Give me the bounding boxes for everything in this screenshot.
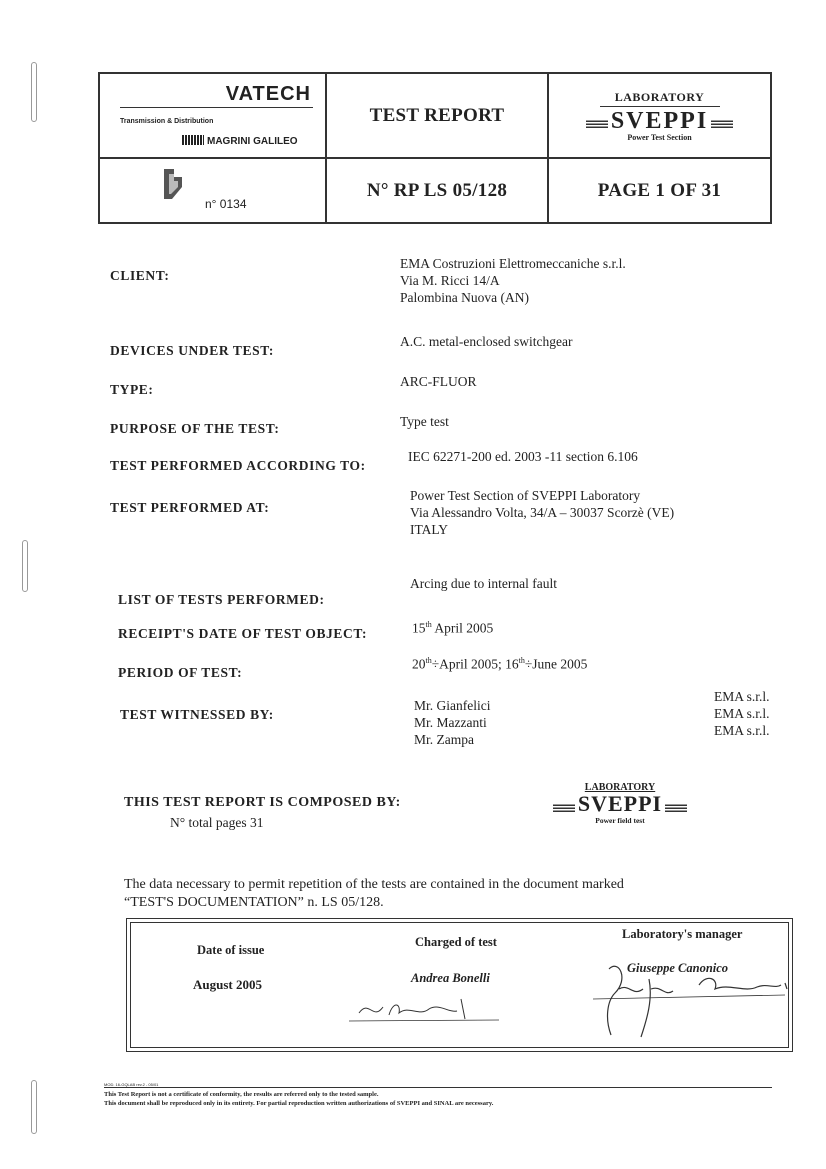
vatech-logo-cell — [100, 74, 325, 157]
stamp-laboratory: LABORATORY — [584, 782, 656, 793]
binder-mark-bottom — [31, 1080, 37, 1134]
type-value: ARC-FLUOR — [400, 374, 477, 389]
footer-rule — [104, 1087, 772, 1088]
receipt-label: RECEIPT'S DATE OF TEST OBJECT: — [118, 626, 368, 641]
sveppi-logo-cell — [549, 74, 770, 157]
sveppi-lines-left-icon — [586, 119, 608, 128]
sinal-logo-icon — [160, 167, 186, 201]
client-label: CLIENT: — [110, 268, 170, 283]
devices-value: A.C. metal-enclosed switchgear — [400, 334, 573, 349]
period-label: PERIOD OF TEST: — [118, 665, 243, 680]
footer-disclaimer-2: This document shall be reproduced only in its entirety. For partial reproduction written authorizations of SVEPPI and SINAL are necessary. — [104, 1100, 494, 1107]
vatech-logo: VATECH — [225, 82, 311, 105]
page-info: PAGE 1 OF 31 — [597, 179, 722, 201]
lab-manager-header: Laboratory's manager — [622, 927, 743, 941]
witness-name: Mr. Gianfelici — [414, 698, 491, 713]
type-label: TYPE: — [110, 382, 154, 397]
power-test-section-label: Power Test Section — [627, 132, 692, 142]
tests-list-value: Arcing due to internal fault — [410, 576, 557, 591]
witness-org: EMA s.r.l. — [714, 706, 770, 721]
date-of-issue-header: Date of issue — [197, 943, 265, 957]
witnessed-label: TEST WITNESSED BY: — [120, 707, 274, 722]
report-number: N° RP LS 05/128 — [366, 179, 508, 201]
according-value: IEC 62271-200 ed. 2003 -11 section 6.106 — [408, 449, 638, 464]
binder-mark-top — [31, 62, 37, 122]
sinal-cert-cell — [100, 159, 325, 222]
magrini-barcode-icon — [182, 135, 204, 145]
stamp-lines-right-icon — [665, 803, 687, 812]
period-value: 20th÷April 2005; 16th÷June 2005 — [412, 656, 588, 672]
client-value — [400, 255, 626, 306]
cert-number: n° 0134 — [205, 197, 247, 211]
total-pages: N° total pages 31 — [170, 815, 264, 830]
magrini-galileo-label: MAGRINI GALILEO — [207, 135, 298, 147]
lab-manager-name: Giuseppe Canonico — [627, 961, 729, 975]
witness-name: Mr. Zampa — [414, 732, 474, 747]
header-table — [98, 72, 772, 224]
charged-of-test-name: Andrea Bonelli — [411, 971, 490, 985]
transmission-distribution-label: Transmission & Distribution — [120, 117, 214, 125]
performed-at-value — [410, 487, 674, 538]
lab-street: Via Alessandro Volta, 34/A – 30037 Scorzè (VE) — [410, 505, 675, 520]
witness-name: Mr. Mazzanti — [414, 715, 487, 730]
stamp-sveppi: SVEPPI — [577, 791, 663, 816]
witness-org: EMA s.r.l. — [714, 689, 770, 704]
composed-heading: THIS TEST REPORT IS COMPOSED BY: — [124, 795, 401, 810]
charged-of-test-header: Charged of test — [415, 935, 497, 949]
sveppi-lines-right-icon — [711, 119, 733, 128]
signature-box — [126, 918, 793, 1052]
laboratory-label: LABORATORY — [614, 89, 705, 104]
footer-disclaimer-1: This Test Report is not a certificate of conformity, the results are referred only to the tested sample. — [104, 1091, 379, 1098]
witness-org: EMA s.r.l. — [714, 723, 770, 738]
doc-title: TEST REPORT — [369, 104, 505, 126]
tests-list-label: LIST OF TESTS PERFORMED: — [118, 592, 325, 607]
module-code: MOD. 16-GQLAB rev.2 - 05/01 — [104, 1082, 159, 1087]
devices-label: DEVICES UNDER TEST: — [110, 343, 274, 358]
binder-mark-middle — [22, 540, 28, 592]
lab-name: Power Test Section of SVEPPI Laboratory — [410, 488, 641, 503]
lab-country: ITALY — [410, 522, 449, 537]
sveppi-logo: SVEPPI — [610, 107, 709, 134]
sveppi-stamp — [545, 782, 695, 825]
witness-names — [414, 697, 490, 748]
canonico-signature-icon — [589, 949, 789, 1039]
stamp-power-field-test: Power field test — [595, 816, 645, 825]
witness-orgs — [714, 688, 770, 739]
documentation-note: The data necessary to permit repetition of the tests are contained in the document marked “TEST'S DOCUMENTATION” n. LS 05/128. — [124, 877, 624, 910]
according-label: TEST PERFORMED ACCORDING TO: — [110, 458, 366, 473]
client-city: Palombina Nuova (AN) — [400, 290, 529, 305]
receipt-value: 15th April 2005 — [412, 620, 494, 636]
client-street: Via M. Ricci 14/A — [400, 273, 500, 288]
stamp-lines-left-icon — [553, 803, 575, 812]
purpose-value: Type test — [400, 414, 449, 429]
purpose-label: PURPOSE OF THE TEST: — [110, 421, 280, 436]
bonelli-signature-icon — [349, 991, 509, 1025]
date-of-issue-value: August 2005 — [193, 977, 262, 992]
performed-at-label: TEST PERFORMED AT: — [110, 500, 270, 515]
client-name: EMA Costruzioni Elettromeccaniche s.r.l. — [400, 256, 626, 271]
